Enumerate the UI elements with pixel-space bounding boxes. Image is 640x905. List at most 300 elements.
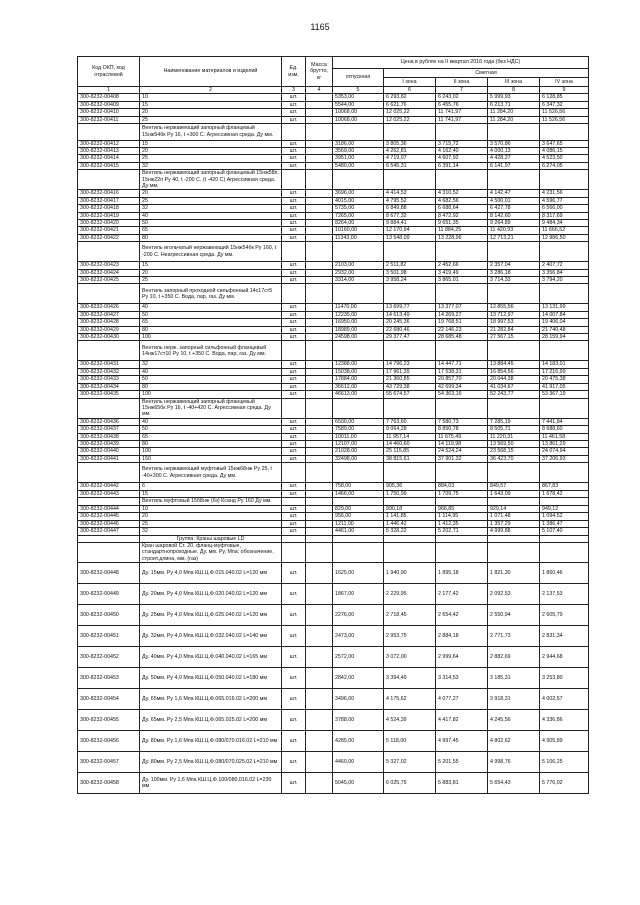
item-price-zone-2: 1 709,75 bbox=[436, 490, 488, 497]
table-row bbox=[78, 383, 589, 390]
item-price-zone-1: 1 750,99 bbox=[384, 490, 436, 497]
item-price-zone-4: 9 484,34 bbox=[540, 220, 589, 227]
item-price-zone-3: 5 999,93 bbox=[488, 94, 540, 101]
item-price-zone-3: 12 855,56 bbox=[488, 304, 540, 311]
header-name: Наименование материалов и изделий bbox=[140, 57, 282, 87]
item-code: 300-8232-00424 bbox=[78, 269, 140, 276]
table-row bbox=[78, 490, 589, 497]
item-release-price: 11343,00 bbox=[333, 234, 384, 241]
item-release-price: 18989,00 bbox=[333, 326, 384, 333]
item-price-zone-2: 9 651,35 bbox=[436, 220, 488, 227]
item-mass bbox=[306, 368, 333, 375]
item-release-price: 12235,00 bbox=[333, 311, 384, 318]
item-mass bbox=[306, 513, 333, 520]
section-description: Вентиль нержавеющий запорный фланцевый 15нж58п, 15нж22п Ру 40, t -200 С. (t -420 С) Агрессивная среда. Ду мм. bbox=[140, 170, 282, 190]
item-unit: шт. bbox=[282, 563, 306, 584]
item-price-zone-4: 53 367,19 bbox=[540, 391, 589, 398]
item-price-zone-2: 5 883,81 bbox=[436, 773, 488, 794]
empty-cell bbox=[282, 497, 306, 505]
item-price-zone-3: 4 802,62 bbox=[488, 731, 540, 752]
item-price-zone-2: 1 114,95 bbox=[436, 513, 488, 520]
item-code: 300-8232-00447 bbox=[78, 528, 140, 535]
item-unit: шт. bbox=[282, 155, 306, 162]
item-price-zone-2: 6 455,76 bbox=[436, 101, 488, 108]
table-row bbox=[78, 563, 589, 584]
item-release-price: 5480,00 bbox=[333, 162, 384, 169]
item-price-zone-2: 966,85 bbox=[436, 505, 488, 512]
empty-cell bbox=[333, 535, 384, 542]
item-price-zone-3: 7 285,19 bbox=[488, 418, 540, 425]
item-name: 10 bbox=[140, 505, 282, 512]
item-code: 300-8232-00408 bbox=[78, 94, 140, 101]
item-release-price: 3314,00 bbox=[333, 277, 384, 284]
item-unit: шт. bbox=[282, 689, 306, 710]
item-release-price: 2473,00 bbox=[333, 626, 384, 647]
item-price-zone-4: 8 688,60 bbox=[540, 426, 589, 433]
item-name: 20 bbox=[140, 147, 282, 154]
item-mass bbox=[306, 155, 333, 162]
item-price-zone-4: 13 861,29 bbox=[540, 440, 589, 447]
item-mass bbox=[306, 109, 333, 116]
item-price-zone-4: 1 678,42 bbox=[540, 490, 589, 497]
table-row bbox=[78, 710, 589, 731]
table-row bbox=[78, 140, 589, 147]
item-unit: шт. bbox=[282, 752, 306, 773]
item-release-price: 3186,00 bbox=[333, 140, 384, 147]
item-name: Ду. 65мм. Ру 1,6 Мпа КШ.Ц.Ф.065.016.02 L=200 мм bbox=[140, 689, 282, 710]
header-zone-3: III зона bbox=[488, 78, 540, 87]
item-release-price: 17884,00 bbox=[333, 376, 384, 383]
table-row bbox=[78, 220, 589, 227]
item-price-zone-3: 4 999,88 bbox=[488, 528, 540, 535]
item-price-zone-1: 6 545,31 bbox=[384, 162, 436, 169]
item-price-zone-2: 2 884,18 bbox=[436, 626, 488, 647]
item-unit: шт. bbox=[282, 426, 306, 433]
empty-cell bbox=[384, 341, 436, 361]
item-mass bbox=[306, 731, 333, 752]
empty-cell bbox=[384, 170, 436, 190]
item-release-price: 2842,00 bbox=[333, 668, 384, 689]
empty-cell bbox=[282, 284, 306, 304]
item-code: 300-8232-00455 bbox=[78, 710, 140, 731]
empty-cell bbox=[540, 497, 589, 505]
table-row bbox=[78, 584, 589, 605]
item-price-zone-4: 5 776,02 bbox=[540, 773, 589, 794]
item-price-zone-2: 4 162,40 bbox=[436, 147, 488, 154]
item-mass bbox=[306, 376, 333, 383]
price-table bbox=[77, 56, 589, 794]
table-row bbox=[78, 647, 589, 668]
item-name: 20 bbox=[140, 513, 282, 520]
item-unit: шт. bbox=[282, 197, 306, 204]
item-price-zone-4: 6 347,32 bbox=[540, 101, 589, 108]
empty-cell bbox=[384, 497, 436, 505]
item-code: 300-8232-00422 bbox=[78, 234, 140, 241]
item-price-zone-2: 884,03 bbox=[436, 483, 488, 490]
item-price-zone-2: 2 654,42 bbox=[436, 605, 488, 626]
item-price-zone-2: 1 412,35 bbox=[436, 520, 488, 527]
item-price-zone-4: 19 406,04 bbox=[540, 319, 589, 326]
item-unit: шт. bbox=[282, 528, 306, 535]
section-description: Вентиль запорный проходной сильфонный 14с17ст5 Ру 10, t +350 С. Вода, пар, газ. Ду мм. bbox=[140, 284, 282, 304]
item-code: 300-8232-00427 bbox=[78, 311, 140, 318]
table-row bbox=[78, 94, 589, 101]
item-release-price: 4285,00 bbox=[333, 731, 384, 752]
item-price-zone-2: 14 447,71 bbox=[436, 361, 488, 368]
item-price-zone-4: 11 526,56 bbox=[540, 109, 589, 116]
item-code: 300-8232-00434 bbox=[78, 383, 140, 390]
item-name: 20 bbox=[140, 109, 282, 116]
item-code: 300-8232-00411 bbox=[78, 116, 140, 123]
item-code: 300-8232-00437 bbox=[78, 426, 140, 433]
item-price-zone-1: 990,18 bbox=[384, 505, 436, 512]
empty-cell bbox=[78, 170, 140, 190]
table-row bbox=[78, 483, 589, 490]
item-unit: шт. bbox=[282, 147, 306, 154]
item-price-zone-4: 4 086,15 bbox=[540, 147, 589, 154]
item-mass bbox=[306, 584, 333, 605]
item-price-zone-1: 4 414,53 bbox=[384, 190, 436, 197]
item-name: 15 bbox=[140, 262, 282, 269]
empty-cell bbox=[333, 170, 384, 190]
empty-cell bbox=[78, 398, 140, 418]
column-number: 2 bbox=[140, 87, 282, 94]
item-code: 300-8232-00438 bbox=[78, 433, 140, 440]
item-price-zone-3: 4 998,76 bbox=[488, 752, 540, 773]
table-row bbox=[78, 311, 589, 318]
table-row bbox=[78, 205, 589, 212]
item-unit: шт. bbox=[282, 490, 306, 497]
item-price-zone-2: 6 243,02 bbox=[436, 94, 488, 101]
item-code: 300-8232-00419 bbox=[78, 212, 140, 219]
empty-cell bbox=[488, 463, 540, 483]
item-name: Ду. 65мм. Ру 2,5 Мпа КШ.Ц.Ф.065.025.02 L=200 мм bbox=[140, 710, 282, 731]
item-release-price: 2932,00 bbox=[333, 269, 384, 276]
item-release-price: 4015,00 bbox=[333, 197, 384, 204]
item-release-price: 2572,00 bbox=[333, 647, 384, 668]
item-price-zone-1: 6 849,88 bbox=[384, 205, 436, 212]
item-name: 100 bbox=[140, 448, 282, 455]
item-mass bbox=[306, 334, 333, 341]
item-mass bbox=[306, 101, 333, 108]
table-row bbox=[78, 418, 589, 425]
empty-cell bbox=[436, 284, 488, 304]
item-code: 300-8232-00418 bbox=[78, 205, 140, 212]
item-price-zone-1: 3 958,24 bbox=[384, 277, 436, 284]
item-release-price: 758,00 bbox=[333, 483, 384, 490]
header-unit: Ед. изм. bbox=[282, 57, 306, 87]
item-price-zone-4: 4 231,56 bbox=[540, 190, 589, 197]
section-header-row bbox=[78, 242, 589, 262]
page-number: 1165 bbox=[310, 22, 330, 32]
header-zone-1: I зона bbox=[384, 78, 436, 87]
table-row bbox=[78, 277, 589, 284]
table-row bbox=[78, 376, 589, 383]
table-row bbox=[78, 109, 589, 116]
item-mass bbox=[306, 605, 333, 626]
item-mass bbox=[306, 269, 333, 276]
item-price-zone-3: 23 568,15 bbox=[488, 448, 540, 455]
item-release-price: 10068,00 bbox=[333, 116, 384, 123]
item-price-zone-4: 14 183,01 bbox=[540, 361, 589, 368]
item-code: 300-8232-00451 bbox=[78, 626, 140, 647]
item-mass bbox=[306, 520, 333, 527]
item-name: 25 bbox=[140, 277, 282, 284]
empty-cell bbox=[78, 284, 140, 304]
item-name: 65 bbox=[140, 433, 282, 440]
table-row bbox=[78, 520, 589, 527]
item-price-zone-2: 14 119,98 bbox=[436, 440, 488, 447]
item-price-zone-3: 27 567,15 bbox=[488, 334, 540, 341]
column-number: 6 bbox=[384, 87, 436, 94]
table-row bbox=[78, 626, 589, 647]
item-mass bbox=[306, 752, 333, 773]
item-code: 300-8232-00452 bbox=[78, 647, 140, 668]
item-release-price: 829,00 bbox=[333, 505, 384, 512]
empty-cell bbox=[436, 543, 488, 563]
item-price-zone-4: 2 831,34 bbox=[540, 626, 589, 647]
group-row bbox=[78, 535, 589, 542]
item-unit: шт. bbox=[282, 304, 306, 311]
item-price-zone-1: 9 064,28 bbox=[384, 426, 436, 433]
empty-cell bbox=[282, 535, 306, 542]
item-name: 10 bbox=[140, 94, 282, 101]
item-price-zone-2: 17 538,31 bbox=[436, 368, 488, 375]
item-price-zone-2: 13 377,07 bbox=[436, 304, 488, 311]
item-release-price: 3951,00 bbox=[333, 155, 384, 162]
empty-cell bbox=[282, 124, 306, 141]
empty-cell bbox=[488, 543, 540, 563]
item-release-price: 5353,00 bbox=[333, 94, 384, 101]
section-header-row bbox=[78, 341, 589, 361]
item-price-zone-1: 20 245,36 bbox=[384, 319, 436, 326]
empty-cell bbox=[540, 124, 589, 141]
item-price-zone-4: 7 441,84 bbox=[540, 418, 589, 425]
item-name: 40 bbox=[140, 418, 282, 425]
item-mass bbox=[306, 220, 333, 227]
item-price-zone-2: 1 895,18 bbox=[436, 563, 488, 584]
item-unit: шт. bbox=[282, 234, 306, 241]
item-mass bbox=[306, 383, 333, 390]
item-price-zone-4: 11 461,58 bbox=[540, 433, 589, 440]
item-price-zone-4: 3 794,20 bbox=[540, 277, 589, 284]
empty-cell bbox=[436, 497, 488, 505]
item-price-zone-2: 28 685,48 bbox=[436, 334, 488, 341]
empty-cell bbox=[540, 284, 589, 304]
item-mass bbox=[306, 140, 333, 147]
item-code: 300-8232-00433 bbox=[78, 376, 140, 383]
item-name: 50 bbox=[140, 376, 282, 383]
item-price-zone-3: 11 220,31 bbox=[488, 433, 540, 440]
item-price-zone-2: 4 310,52 bbox=[436, 190, 488, 197]
item-code: 300-8232-00443 bbox=[78, 490, 140, 497]
empty-cell bbox=[540, 535, 589, 542]
empty-cell bbox=[488, 341, 540, 361]
table-row bbox=[78, 212, 589, 219]
item-release-price: 36612,00 bbox=[333, 383, 384, 390]
item-code: 300-8232-00454 bbox=[78, 689, 140, 710]
item-code: 300-8232-00457 bbox=[78, 752, 140, 773]
item-release-price: 21028,00 bbox=[333, 448, 384, 455]
item-price-zone-1: 2 511,82 bbox=[384, 262, 436, 269]
item-price-zone-3: 12 713,21 bbox=[488, 234, 540, 241]
item-price-zone-1: 3 805,36 bbox=[384, 140, 436, 147]
item-price-zone-3: 3 918,31 bbox=[488, 689, 540, 710]
empty-cell bbox=[436, 341, 488, 361]
empty-cell bbox=[333, 463, 384, 483]
section-header-row bbox=[78, 398, 589, 418]
item-price-zone-3: 9 264,89 bbox=[488, 220, 540, 227]
item-price-zone-3: 1 821,30 bbox=[488, 563, 540, 584]
empty-cell bbox=[488, 284, 540, 304]
item-mass bbox=[306, 773, 333, 794]
item-price-zone-4: 2 605,79 bbox=[540, 605, 589, 626]
empty-cell bbox=[333, 124, 384, 141]
item-release-price: 12107,00 bbox=[333, 440, 384, 447]
item-price-zone-3: 849,57 bbox=[488, 483, 540, 490]
item-unit: шт. bbox=[282, 455, 306, 462]
item-release-price: 3496,00 bbox=[333, 689, 384, 710]
item-code: 300-8232-00412 bbox=[78, 140, 140, 147]
item-release-price: 956,00 bbox=[333, 513, 384, 520]
item-price-zone-4: 17 216,99 bbox=[540, 368, 589, 375]
item-price-zone-2: 4 077,27 bbox=[436, 689, 488, 710]
item-code: 300-8232-00414 bbox=[78, 155, 140, 162]
item-unit: шт. bbox=[282, 376, 306, 383]
item-mass bbox=[306, 319, 333, 326]
item-mass bbox=[306, 490, 333, 497]
group-title: Группа: Краны шаровые LD bbox=[140, 535, 282, 542]
item-price-zone-3: 929,14 bbox=[488, 505, 540, 512]
table-row bbox=[78, 155, 589, 162]
empty-cell bbox=[540, 242, 589, 262]
item-unit: шт. bbox=[282, 440, 306, 447]
item-price-zone-4: 3 647,65 bbox=[540, 140, 589, 147]
item-unit: шт. bbox=[282, 277, 306, 284]
empty-cell bbox=[384, 284, 436, 304]
item-price-zone-4: 5 106,25 bbox=[540, 752, 589, 773]
item-price-zone-1: 6 025,75 bbox=[384, 773, 436, 794]
item-price-zone-2: 2 999,64 bbox=[436, 647, 488, 668]
item-price-zone-1: 4 262,81 bbox=[384, 147, 436, 154]
empty-cell bbox=[384, 242, 436, 262]
item-unit: шт. bbox=[282, 116, 306, 123]
item-name: 80 bbox=[140, 326, 282, 333]
table-row bbox=[78, 227, 589, 234]
item-price-zone-3: 4 000,13 bbox=[488, 147, 540, 154]
item-mass bbox=[306, 440, 333, 447]
item-release-price: 10160,00 bbox=[333, 227, 384, 234]
item-price-zone-4: 2 137,53 bbox=[540, 584, 589, 605]
item-mass bbox=[306, 197, 333, 204]
item-mass bbox=[306, 227, 333, 234]
item-price-zone-1: 11 957,14 bbox=[384, 433, 436, 440]
item-unit: шт. bbox=[282, 505, 306, 512]
item-price-zone-3: 4 500,01 bbox=[488, 197, 540, 204]
item-code: 300-8232-00415 bbox=[78, 162, 140, 169]
empty-cell bbox=[488, 124, 540, 141]
item-price-zone-1: 5 327,02 bbox=[384, 752, 436, 773]
empty-cell bbox=[488, 497, 540, 505]
empty-cell bbox=[306, 242, 333, 262]
item-mass bbox=[306, 311, 333, 318]
table-row bbox=[78, 528, 589, 535]
item-unit: шт. bbox=[282, 109, 306, 116]
item-unit: шт. bbox=[282, 626, 306, 647]
item-price-zone-4: 4 523,50 bbox=[540, 155, 589, 162]
section-description: Вентиль нержавеющий запорный фланцевый 15нж54бк Ру 16, t +300 С. Агрессивная среда. Ду мм. bbox=[140, 124, 282, 141]
section-description: Вентиль муфтовый 15б8нж (бз) Ксанд Ру 160 Ду мм. bbox=[140, 497, 282, 505]
item-price-zone-2: 4 417,82 bbox=[436, 710, 488, 731]
item-price-zone-4: 11 526,56 bbox=[540, 116, 589, 123]
item-code: 300-8232-00440 bbox=[78, 448, 140, 455]
item-release-price: 24598,00 bbox=[333, 334, 384, 341]
item-price-zone-3: 4 428,27 bbox=[488, 155, 540, 162]
item-name: Ду. 20мм. Ру 4,0 Мпа КШ.Ц.Ф.020.040.02 L=120 мм bbox=[140, 584, 282, 605]
item-code: 300-8232-00456 bbox=[78, 731, 140, 752]
item-price-zone-1: 1 141,85 bbox=[384, 513, 436, 520]
header-price-title: Цена в рублях на II квартал 2016 года (без НДС) bbox=[333, 57, 589, 69]
item-price-zone-1: 6 621,76 bbox=[384, 101, 436, 108]
item-price-zone-3: 2 550,94 bbox=[488, 605, 540, 626]
item-price-zone-2: 8 472,92 bbox=[436, 212, 488, 219]
item-price-zone-4: 4 905,89 bbox=[540, 731, 589, 752]
section-description: Вентиль нержавеющий муфтовый 15нж68нж Ру 25, t -40+300 С. Агрессивная среда. Ду мм. bbox=[140, 463, 282, 483]
item-code: 300-8232-00426 bbox=[78, 304, 140, 311]
item-price-zone-3: 3 570,86 bbox=[488, 140, 540, 147]
item-price-zone-2: 11 675,49 bbox=[436, 433, 488, 440]
item-price-zone-3: 11 284,20 bbox=[488, 116, 540, 123]
item-price-zone-3: 1 643,09 bbox=[488, 490, 540, 497]
empty-cell bbox=[306, 497, 333, 505]
empty-cell bbox=[306, 170, 333, 190]
item-price-zone-2: 11 741,97 bbox=[436, 116, 488, 123]
item-code: 300-8232-00446 bbox=[78, 520, 140, 527]
item-price-zone-3: 2 882,69 bbox=[488, 647, 540, 668]
item-price-zone-2: 24 524,24 bbox=[436, 448, 488, 455]
table-row bbox=[78, 605, 589, 626]
item-name: 80 bbox=[140, 234, 282, 241]
item-price-zone-1: 4 175,62 bbox=[384, 689, 436, 710]
item-mass bbox=[306, 710, 333, 731]
item-price-zone-3: 52 243,77 bbox=[488, 391, 540, 398]
table-row bbox=[78, 162, 589, 169]
item-price-zone-4: 28 159,94 bbox=[540, 334, 589, 341]
item-mass bbox=[306, 212, 333, 219]
item-price-zone-2: 37 901,32 bbox=[436, 455, 488, 462]
empty-cell bbox=[306, 341, 333, 361]
item-unit: шт. bbox=[282, 520, 306, 527]
table-row bbox=[78, 197, 589, 204]
table-row bbox=[78, 513, 589, 520]
empty-cell bbox=[436, 463, 488, 483]
empty-cell bbox=[78, 543, 140, 563]
section-description: Вентиль игольчатый нержавеющий 15нж54бк Ру 160, t -200 С. Неагрессивная среда. Ду мм. bbox=[140, 242, 282, 262]
empty-cell bbox=[436, 242, 488, 262]
item-release-price: 8264,00 bbox=[333, 220, 384, 227]
item-unit: шт. bbox=[282, 361, 306, 368]
item-price-zone-3: 8 505,71 bbox=[488, 426, 540, 433]
item-name: 20 bbox=[140, 269, 282, 276]
item-price-zone-4: 3 253,80 bbox=[540, 668, 589, 689]
item-code: 300-8232-00432 bbox=[78, 368, 140, 375]
item-unit: шт. bbox=[282, 326, 306, 333]
item-release-price: 1211,00 bbox=[333, 520, 384, 527]
item-price-zone-2: 22 146,23 bbox=[436, 326, 488, 333]
item-price-zone-1: 2 718,45 bbox=[384, 605, 436, 626]
empty-cell bbox=[333, 242, 384, 262]
table-row bbox=[78, 116, 589, 123]
